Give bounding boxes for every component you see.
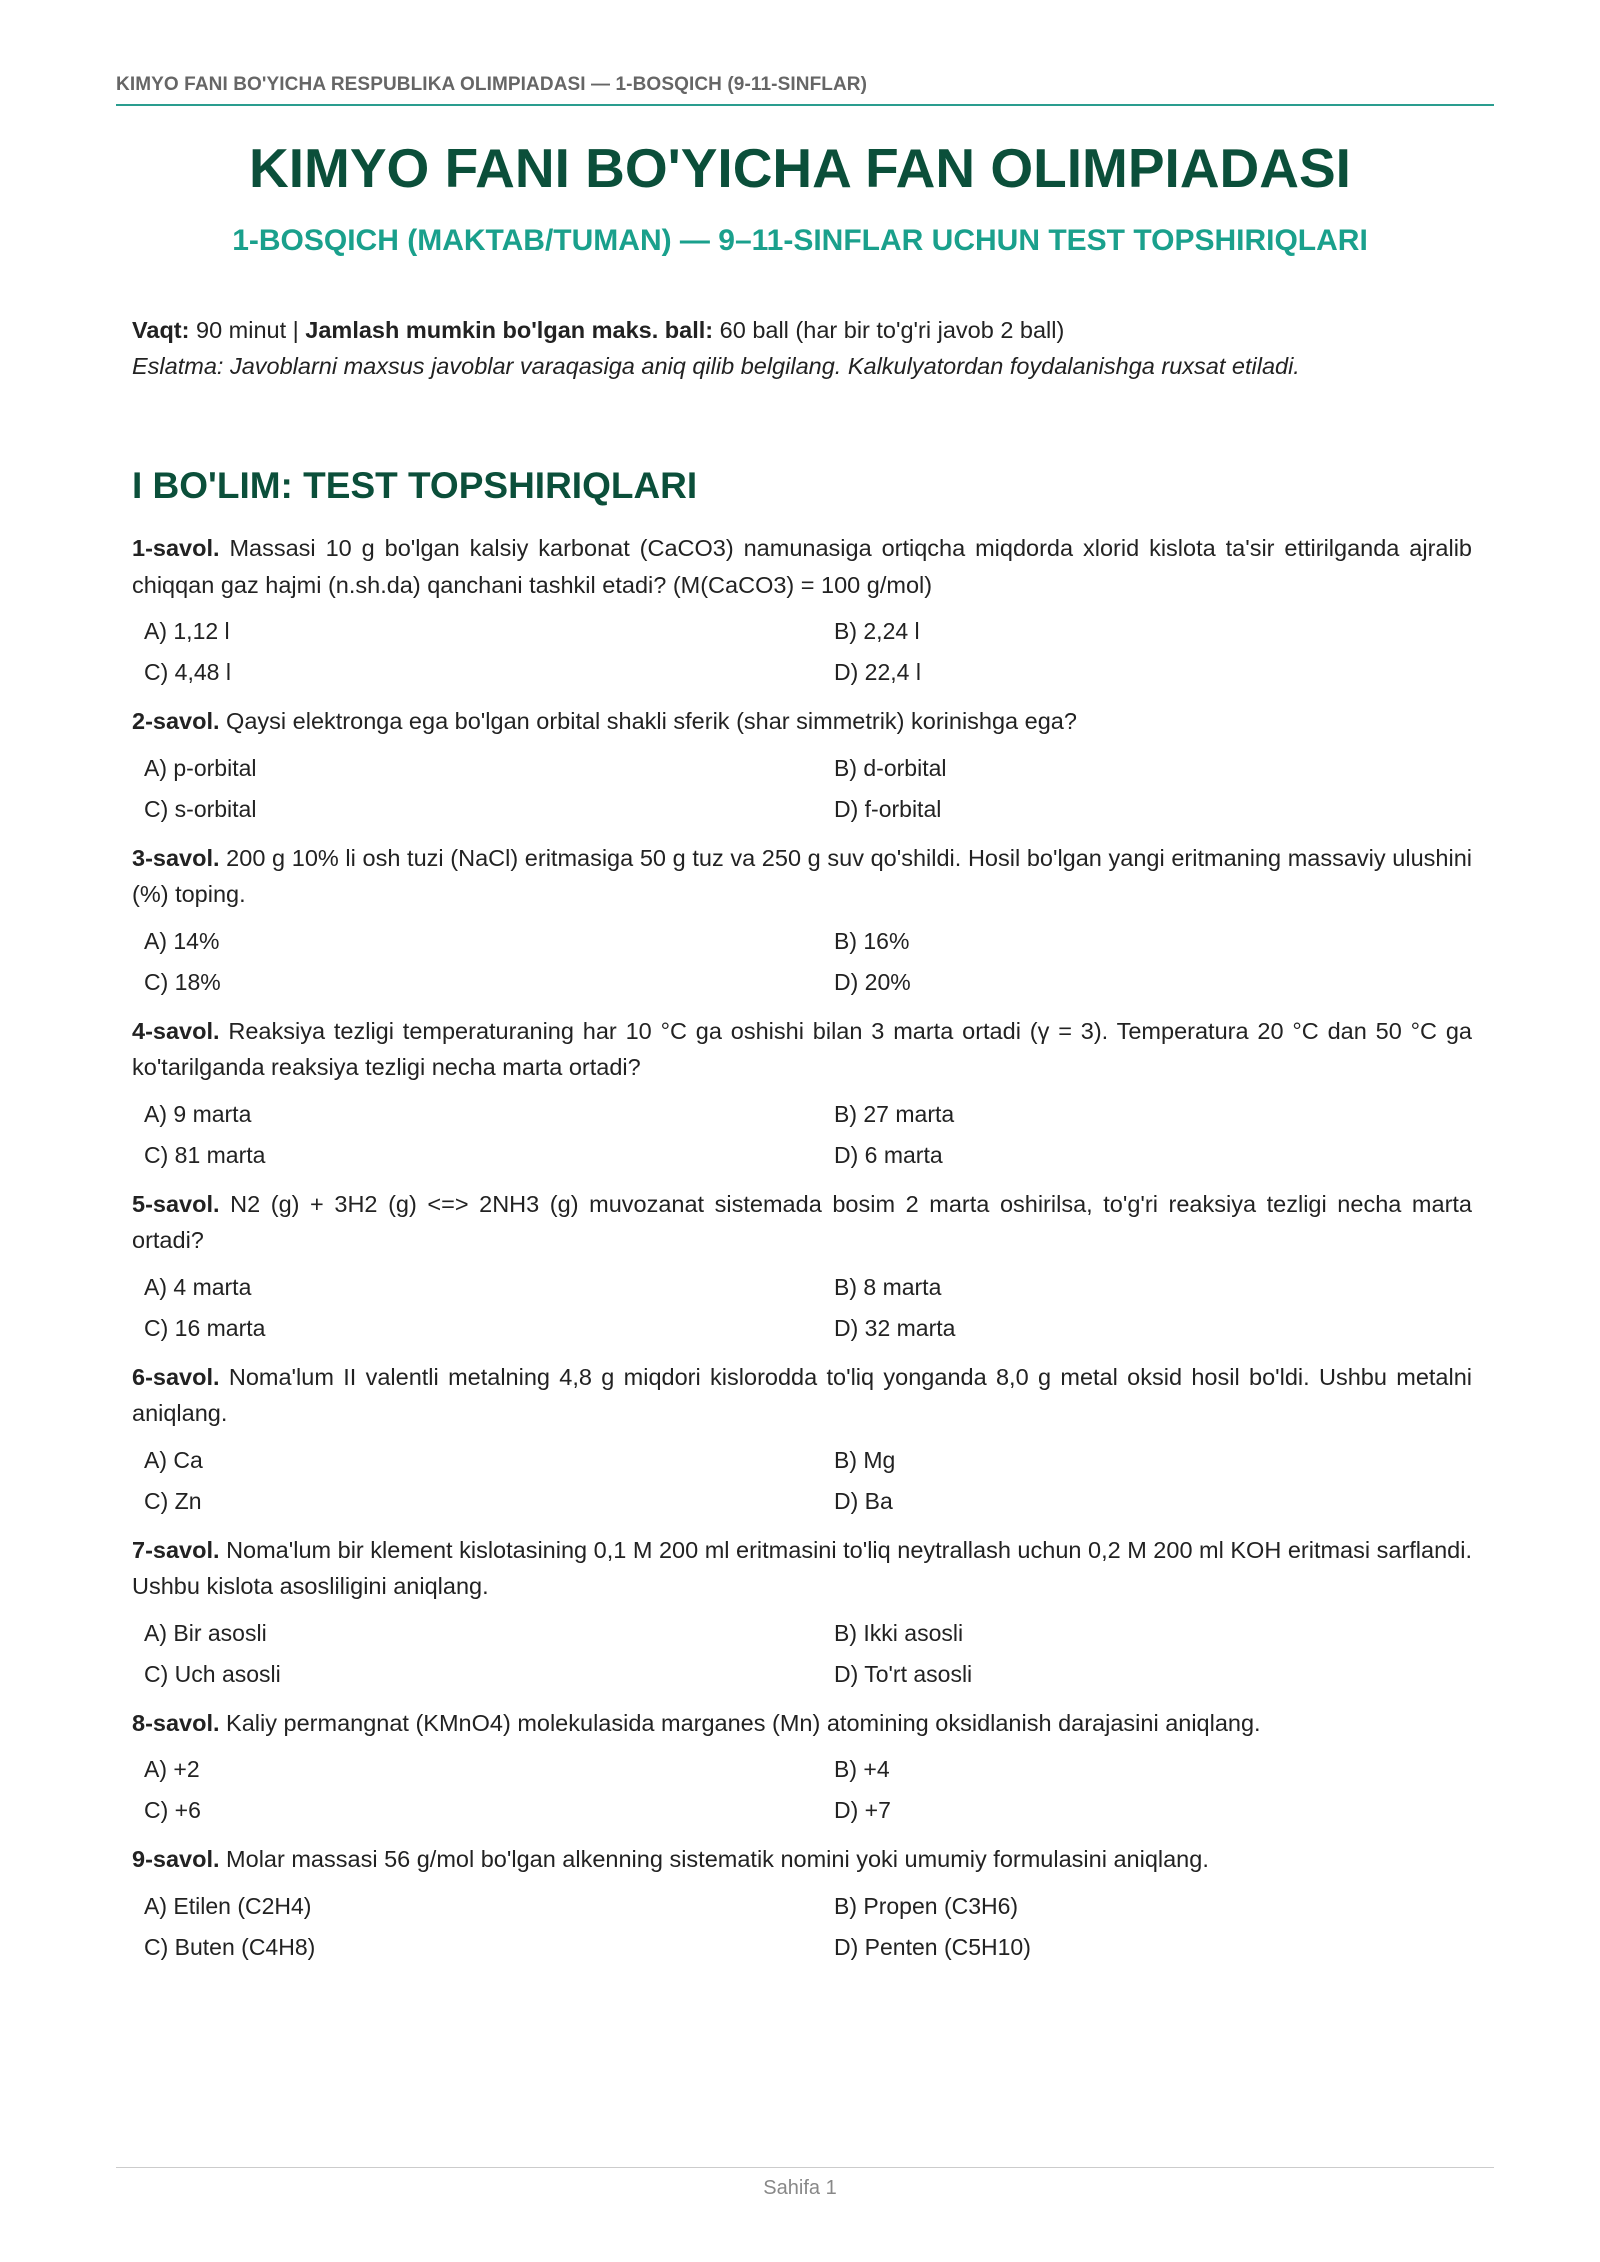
answer-option: C) Uch asosli xyxy=(144,1660,281,1687)
question-text xyxy=(132,1705,1472,1742)
question-item xyxy=(132,1186,1472,1346)
exam-info xyxy=(132,312,1472,384)
answer-option: B) Mg xyxy=(834,1446,896,1473)
answer-option: C) s-orbital xyxy=(144,795,257,822)
question-number: 3-savol. xyxy=(132,844,220,871)
question-item xyxy=(132,840,1472,1000)
question-item xyxy=(132,1532,1472,1692)
answer-option: A) 1,12 l xyxy=(144,618,230,644)
question-body: Qaysi elektronga ega bo'lgan orbital shakli sferik (shar simmetrik) korinishga ega? xyxy=(219,708,1077,734)
score-label: Jamlash mumkin bo'lgan maks. ball: xyxy=(305,317,714,343)
answer-option: D) f-orbital xyxy=(834,795,942,822)
answer-option: A) p-orbital xyxy=(144,754,257,781)
document-subtitle: 1-BOSQICH (MAKTAB/TUMAN) — 9–11-SINFLAR UCHUN TEST TOPSHIRIQLARI xyxy=(232,224,1368,257)
time-value: 90 minut | xyxy=(189,317,306,343)
question-number: 2-savol. xyxy=(132,708,220,734)
section-title: I BO'LIM: TEST TOPSHIRIQLARI xyxy=(132,465,698,506)
answer-option: D) 20% xyxy=(834,968,911,995)
answer-options xyxy=(132,1615,1472,1692)
answer-option: B) 8 marta xyxy=(834,1273,942,1300)
question-text xyxy=(132,1532,1472,1605)
question-body: Kaliy permangnat (KMnO4) molekulasida marganes (Mn) atomining oksidlanish darajasini aniqlang. xyxy=(219,1709,1261,1736)
question-number: 8-savol. xyxy=(132,1709,220,1736)
answer-option: A) Etilen (C2H4) xyxy=(144,1892,312,1919)
answer-option: B) +4 xyxy=(834,1756,890,1782)
answer-option: C) 4,48 l xyxy=(144,659,231,685)
question-body: Noma'lum bir klement kislotasining 0,1 M 200 ml eritmasini to'liq neytrallash uchun 0,2 M 200 ml KOH eritmasi sarflandi. Ushbu kislota asosliligini aniqlang. xyxy=(132,1536,1472,1599)
answer-option: D) 32 marta xyxy=(834,1314,956,1341)
question-number: 5-savol. xyxy=(132,1190,220,1217)
question-number: 6-savol. xyxy=(132,1363,220,1390)
answer-option: B) 16% xyxy=(834,927,910,954)
answer-option: C) 16 marta xyxy=(144,1314,266,1341)
answer-option: A) Bir asosli xyxy=(144,1619,267,1646)
answer-option: B) Propen (C3H6) xyxy=(834,1892,1019,1919)
answer-option: C) +6 xyxy=(144,1797,201,1823)
question-number: 1-savol. xyxy=(132,535,220,561)
question-item xyxy=(132,1705,1472,1829)
answer-option: C) 18% xyxy=(144,968,221,995)
answer-options xyxy=(132,1442,1472,1519)
exam-time-score-line xyxy=(132,312,1472,348)
question-text xyxy=(132,1186,1472,1259)
page-number: Sahifa 1 xyxy=(763,2177,837,2199)
answer-option: A) 9 marta xyxy=(144,1100,252,1127)
question-body: Reaksiya tezligi temperaturaning har 10 °C ga oshishi bilan 3 marta ortadi (γ = 3). Temperatura 20 °C dan 50 °C ga ko'tarilganda reaksiya tezligi necha marta ortadi? xyxy=(132,1017,1472,1080)
answer-options xyxy=(132,1751,1472,1828)
question-item xyxy=(132,1359,1472,1519)
answer-option: B) 27 marta xyxy=(834,1100,955,1127)
footer-divider xyxy=(116,2167,1494,2168)
question-item xyxy=(132,1841,1472,1965)
answer-option: D) To'rt asosli xyxy=(834,1660,973,1687)
score-value: 60 ball (har bir to'g'ri javob 2 ball) xyxy=(713,317,1065,343)
answer-option: A) 4 marta xyxy=(144,1273,252,1300)
answer-options xyxy=(132,1888,1472,1965)
question-number: 9-savol. xyxy=(132,1846,220,1872)
answer-options xyxy=(132,1269,1472,1346)
question-body: Massasi 10 g bo'lgan kalsiy karbonat (CaCO3) namunasiga ortiqcha miqdorda xlorid kislota ta'sir ettirilganda ajralib chiqqan gaz hajmi (n.sh.da) qanchani tashkil etadi? (M(CaCO3) = 100 g/mol) xyxy=(132,535,1472,598)
question-text xyxy=(132,1359,1472,1432)
answer-options xyxy=(132,613,1472,690)
answer-option: A) Ca xyxy=(144,1446,203,1473)
question-list xyxy=(132,530,1472,1978)
time-label: Vaqt: xyxy=(132,317,190,343)
question-body: 200 g 10% li osh tuzi (NaCl) eritmasiga 50 g tuz va 250 g suv qo'shildi. Hosil bo'lgan yangi eritmaning massaviy ulushini (%) toping. xyxy=(132,844,1472,907)
question-item xyxy=(132,703,1472,827)
question-body: N2 (g) + 3H2 (g) <=> 2NH3 (g) muvozanat sistemada bosim 2 marta oshirilsa, to'g'ri reaksiya tezligi necha marta ortadi? xyxy=(132,1190,1472,1253)
question-number: 4-savol. xyxy=(132,1017,220,1044)
exam-note: Eslatma: Javoblarni maxsus javoblar varaqasiga aniq qilib belgilang. Kalkulyatordan foydalanishga ruxsat etiladi. xyxy=(132,353,1300,379)
answer-option: C) 81 marta xyxy=(144,1141,266,1168)
answer-option: D) Penten (C5H10) xyxy=(834,1933,1031,1960)
question-text xyxy=(132,1013,1472,1086)
answer-options xyxy=(132,923,1472,1000)
answer-option: D) 22,4 l xyxy=(834,659,921,685)
running-header: KIMYO FANI BO'YICHA RESPUBLIKA OLIMPIADASI — 1-BOSQICH (9-11-SINFLAR) xyxy=(116,74,868,95)
question-number: 7-savol. xyxy=(132,1536,220,1563)
answer-option: D) +7 xyxy=(834,1797,891,1823)
question-text xyxy=(132,530,1472,603)
answer-option: A) 14% xyxy=(144,927,220,954)
answer-option: B) d-orbital xyxy=(834,754,947,781)
question-body: Molar massasi 56 g/mol bo'lgan alkenning sistematik nomini yoki umumiy formulasini aniqlang. xyxy=(219,1846,1209,1872)
answer-option: D) Ba xyxy=(834,1487,893,1514)
question-item xyxy=(132,530,1472,690)
answer-option: B) Ikki asosli xyxy=(834,1619,964,1646)
answer-option: C) Zn xyxy=(144,1487,202,1514)
answer-option: D) 6 marta xyxy=(834,1141,943,1168)
answer-option: A) +2 xyxy=(144,1756,200,1782)
header-divider xyxy=(116,104,1494,106)
question-item xyxy=(132,1013,1472,1173)
question-body: Noma'lum II valentli metalning 4,8 g miqdori kislorodda to'liq yonganda 8,0 g metal oksid hosil bo'ldi. Ushbu metalni aniqlang. xyxy=(132,1363,1472,1426)
question-text xyxy=(132,840,1472,913)
answer-options xyxy=(132,750,1472,827)
answer-options xyxy=(132,1096,1472,1173)
question-text xyxy=(132,1841,1472,1878)
answer-option: B) 2,24 l xyxy=(834,618,920,644)
answer-option: C) Buten (C4H8) xyxy=(144,1933,316,1960)
document-title: KIMYO FANI BO'YICHA FAN OLIMPIADASI xyxy=(249,137,1351,199)
question-text xyxy=(132,703,1472,740)
